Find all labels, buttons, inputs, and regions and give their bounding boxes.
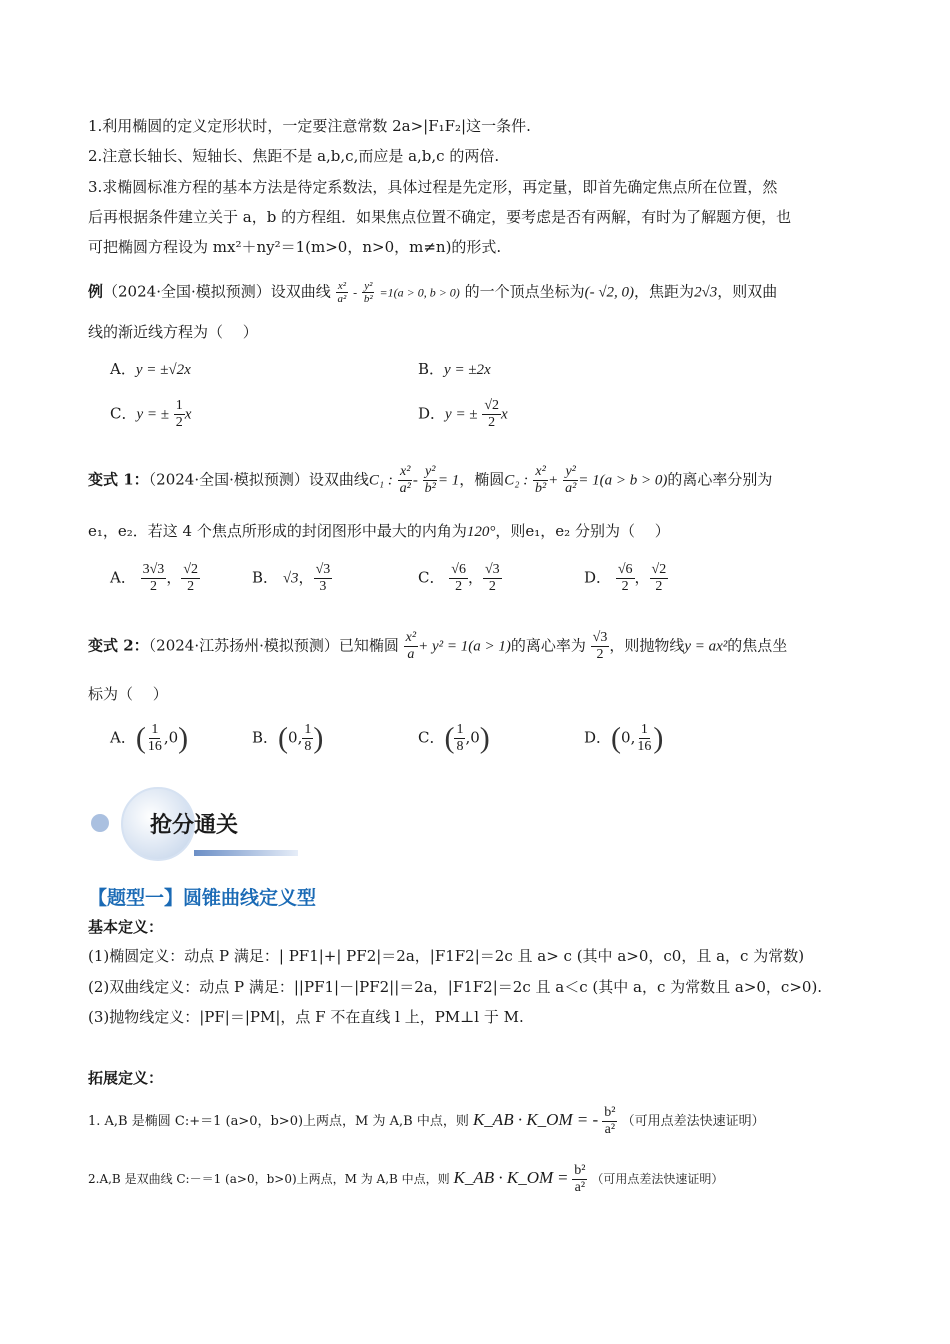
example-option-c: C．y = ± $\frac{1}{2}$ x (110, 398, 192, 430)
ext-def-label: 拓展定义： (88, 1069, 164, 1087)
variant2-option-a: A．( $\frac{1}{16}$ ,0) (110, 721, 189, 755)
banner-title: 抢分通关 (150, 813, 239, 838)
variant1-line1: 变式 1：（2024·全国·模拟预测）设双曲线C₁ : $\frac{\text{x²}}{\text{a²}}$ - $\frac{\text{y²}}{\text{b²}}$ = 1，椭圆C₂ : $\frac{\text{x²}}{\text{b²}}$ + $\frac{\text{y²}}{\text{a²}}$ = 1(a > b > 0)的离心率分别为 (88, 464, 773, 496)
example-focal-val: 2√3 (694, 284, 718, 301)
frac-y2-b2: $\frac{\text{y²}}{\text{b²}}$ (363, 280, 373, 305)
tip-1: 1.利用椭圆的定义定形状时，一定要注意常数 2a>|F₁F₂|这一条件. (88, 117, 531, 135)
ext-def-1: 1. A,B 是椭圆 C:+＝1 (a>0，b>0)上两点，M 为 A,B 中点，则 K_AB · K_OM = - $\frac{\text{b²}}{\text{a²}}$ （可用点差法快速证明） (88, 1105, 765, 1137)
banner-dot (91, 814, 109, 832)
ext-def-2: 2.A,B 是双曲线 C:－＝1 (a>0，b>0)上两点，M 为 A,B 中点，则 K_AB · K_OM = $\frac{\text{b²}}{\text{a²}}$ （可用点差法快速证明） (88, 1163, 724, 1195)
variant2-option-c: C．( $\frac{1}{8}$ ,0) (418, 721, 490, 755)
banner-bar (194, 850, 298, 856)
tip-3-line3: 可把椭圆方程设为 mx²＋ny²＝1(m>0，n>0，m≠n)的形式. (88, 238, 502, 256)
basic-def-label: 基本定义： (88, 918, 164, 936)
example-vertex: (- √2, 0) (584, 284, 635, 301)
variant1-option-a: A． $\frac{3√3}{2}$ ， $\frac{√2}{2}$ (110, 562, 199, 594)
variant2-line2: 标为（ ） (88, 685, 168, 703)
variant2-option-b: B．(0, $\frac{1}{8}$ ) (252, 721, 324, 755)
example-option-a: A．y = ±√2x (110, 360, 191, 378)
variant2-option-d: D．(0, $\frac{1}{16}$ ) (584, 721, 664, 755)
example-label: 例 (88, 282, 104, 301)
example-cond: (a > 0, b > 0) (393, 285, 460, 300)
variant2-line1: 变式 2：（2024·江苏扬州·模拟预测）已知椭圆 $\frac{\text{x²}}{a}$ + y² = 1(a > 1)的离心率为 $\frac{√3}{2}$ ，则抛物线y = ax²的焦点坐 (88, 630, 788, 662)
tip-3-line2: 后再根据条件建立关于 a，b 的方程组．如果焦点位置不确定，要考虑是否有两解，有时为了解题方便，也 (88, 208, 792, 226)
variant1-line2: e₁，e₂．若这 4 个焦点所形成的封闭图形中最大的内角为120°，则e₁，e₂ 分别为（ ） (88, 522, 670, 540)
example-focal: ，焦距为 (634, 282, 695, 301)
def-hyperbola: (2)双曲线定义：动点 P 满足：||PF1|－|PF2||＝2a，|F1F2|＝2c 且 a＜c (其中 a，c 为常数且 a>0，c>0). (88, 978, 823, 996)
variant1-option-d: D． $\frac{√6}{2}$ ， $\frac{√2}{2}$ (584, 562, 667, 594)
variant1-label: 变式 1： (88, 470, 149, 489)
example-tail: ，则双曲 (717, 282, 778, 301)
example-line1: 例（2024·全国·模拟预测）设双曲线 $\frac{\text{x²}}{\text{a²}}$ - $\frac{\text{y²}}{\text{b²}}$ =1(a > 0, b > 0) 的一个顶点坐标为(- √2, 0)，焦距为2√3，则双曲 (88, 280, 778, 305)
section-heading: 【题型一】圆锥曲线定义型 (88, 887, 317, 909)
frac-x2-a2: $\frac{\text{x²}}{\text{a²}}$ (337, 280, 347, 305)
def-parabola: (3)抛物线定义：|PF|＝|PM|，点 F 不在直线 l 上，PM⊥l 于 M. (88, 1008, 524, 1026)
def-ellipse: (1)椭圆定义：动点 P 满足：| PF1|+| PF2|＝2a，|F1F2|＝2c 且 a> c (其中 a>0，c0，且 a，c 为常数) (88, 947, 805, 965)
tip-2: 2.注意长轴长、短轴长、焦距不是 a,b,c,而应是 a,b,c 的两倍. (88, 147, 500, 165)
example-option-d: D．y = ± $\frac{√2}{2}$ x (418, 398, 508, 430)
example-line2: 线的渐近线方程为（ ） (88, 323, 258, 341)
section-banner (88, 786, 298, 864)
variant1-option-b: B． √3， $\frac{√3}{3}$ (252, 562, 331, 594)
variant1-option-c: C． $\frac{√6}{2}$ ， $\frac{√3}{2}$ (418, 562, 500, 594)
example-option-b: B．y = ±2x (418, 360, 491, 378)
example-mid: 的一个顶点坐标为 (464, 282, 585, 301)
tip-3-line1: 3.求椭圆标准方程的基本方法是待定系数法，具体过程是先定形，再定量，即首先确定焦点所在位置，然 (88, 178, 778, 196)
variant2-label: 变式 2： (88, 636, 149, 655)
example-source: （2024·全国·模拟预测）设双曲线 (103, 282, 331, 301)
